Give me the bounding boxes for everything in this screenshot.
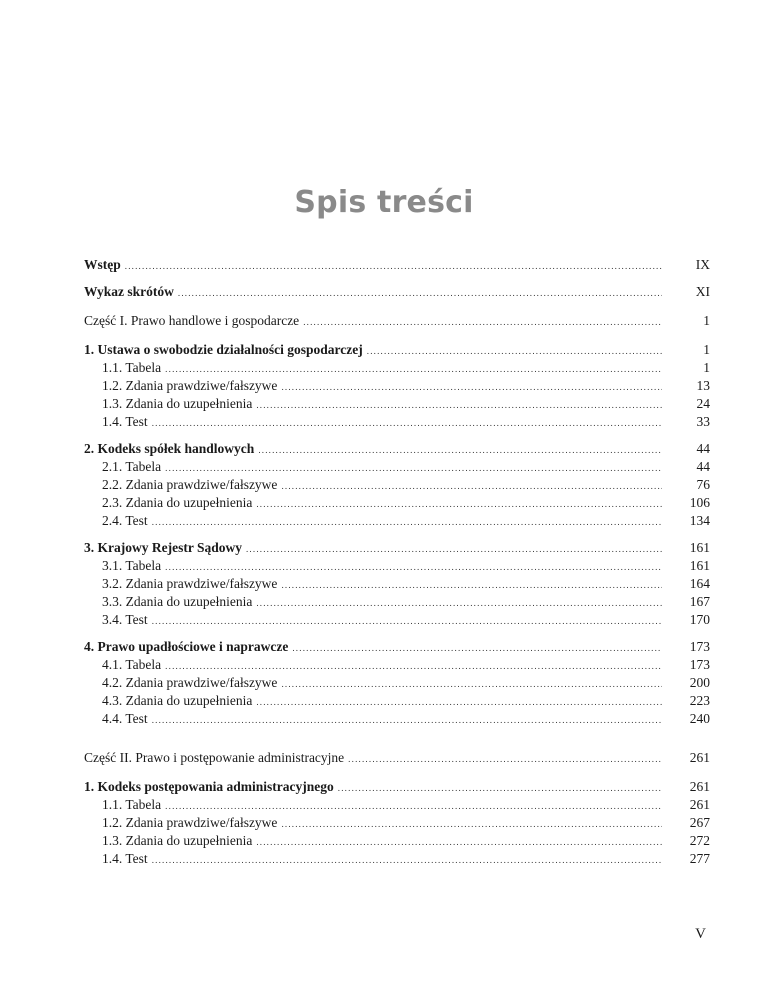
- toc-page: 161: [689, 540, 710, 555]
- toc-subentry[interactable]: [84, 494, 710, 512]
- toc-label: 1.4. Test: [102, 414, 148, 429]
- toc-label: 1.3. Zdania do uzupełnienia: [102, 833, 253, 848]
- toc-subentry[interactable]: [84, 814, 710, 832]
- toc-label: 3.1. Tabela: [102, 558, 162, 573]
- toc-label: 1. Ustawa o swobodzie działalności gospodarczej: [84, 342, 363, 357]
- toc-page: 1: [703, 342, 710, 357]
- toc-label: 2.2. Zdania prawdziwe/fałszywe: [102, 477, 278, 492]
- toc-page: IX: [695, 257, 710, 272]
- toc-subentry[interactable]: [84, 611, 710, 629]
- toc-label: 4.4. Test: [102, 711, 148, 726]
- table-of-contents: [84, 256, 710, 868]
- toc-label: Część II. Prawo i postępowanie administracyjne: [84, 750, 345, 765]
- toc-page: 267: [689, 815, 710, 830]
- toc-label: 1.1. Tabela: [102, 797, 162, 812]
- toc-subentry[interactable]: [84, 476, 710, 494]
- dot-leader: [281, 815, 662, 833]
- toc-label: 1. Kodeks postępowania administracyjnego: [84, 779, 334, 794]
- toc-label: 3.2. Zdania prawdziwe/fałszywe: [102, 576, 278, 591]
- toc-page: 167: [689, 594, 710, 609]
- toc-page: 240: [689, 711, 710, 726]
- toc-subentry[interactable]: [84, 512, 710, 530]
- toc-page: 173: [689, 657, 710, 672]
- toc-label: Wstęp: [84, 257, 121, 272]
- toc-label: 3.3. Zdania do uzupełnienia: [102, 594, 253, 609]
- dot-leader: [246, 540, 662, 558]
- toc-chapter[interactable]: [84, 539, 710, 557]
- dot-leader: [165, 657, 662, 675]
- toc-label: 4.2. Zdania prawdziwe/fałszywe: [102, 675, 278, 690]
- dot-leader: [338, 779, 662, 797]
- toc-page: 1: [703, 313, 710, 328]
- toc-subentry[interactable]: [84, 656, 710, 674]
- toc-chapter[interactable]: [84, 341, 710, 359]
- toc-subentry[interactable]: [84, 359, 710, 377]
- toc-page: XI: [695, 284, 710, 299]
- toc-subentry[interactable]: [84, 796, 710, 814]
- dot-leader: [152, 711, 662, 729]
- toc-entry-wykaz-skrotow[interactable]: [84, 283, 710, 301]
- page-number: V: [695, 926, 706, 942]
- toc-page: 13: [696, 378, 710, 393]
- toc-page: 33: [696, 414, 710, 429]
- dot-leader: [152, 414, 662, 432]
- toc-subentry[interactable]: [84, 575, 710, 593]
- toc-subentry[interactable]: [84, 692, 710, 710]
- toc-label: Część I. Prawo handlowe i gospodarcze: [84, 313, 300, 328]
- toc-page: 161: [689, 558, 710, 573]
- dot-leader: [152, 513, 662, 531]
- dot-leader: [303, 313, 662, 331]
- toc-page: 170: [689, 612, 710, 627]
- toc-label: 1.1. Tabela: [102, 360, 162, 375]
- toc-part-2[interactable]: [84, 749, 710, 767]
- toc-label: 1.2. Zdania prawdziwe/fałszywe: [102, 815, 278, 830]
- dot-leader: [256, 495, 662, 513]
- toc-label: 2. Kodeks spółek handlowych: [84, 441, 255, 456]
- toc-page: 277: [689, 851, 710, 866]
- dot-leader: [152, 851, 662, 869]
- dot-leader: [125, 257, 662, 275]
- toc-subentry[interactable]: [84, 593, 710, 611]
- dot-leader: [256, 594, 662, 612]
- dot-leader: [165, 360, 662, 378]
- toc-label: 4.3. Zdania do uzupełnienia: [102, 693, 253, 708]
- toc-page: 164: [689, 576, 710, 591]
- toc-subentry[interactable]: [84, 413, 710, 431]
- toc-page: 261: [689, 750, 710, 765]
- toc-page: 272: [689, 833, 710, 848]
- toc-subentry[interactable]: [84, 832, 710, 850]
- toc-subentry[interactable]: [84, 395, 710, 413]
- toc-page: 261: [689, 797, 710, 812]
- toc-subentry[interactable]: [84, 710, 710, 728]
- toc-label: 3. Krajowy Rejestr Sądowy: [84, 540, 242, 555]
- dot-leader: [292, 639, 662, 657]
- toc-chapter[interactable]: [84, 638, 710, 656]
- toc-subentry[interactable]: [84, 674, 710, 692]
- toc-page: 76: [696, 477, 710, 492]
- toc-page: 261: [689, 779, 710, 794]
- toc-chapter[interactable]: [84, 778, 710, 796]
- toc-subentry[interactable]: [84, 850, 710, 868]
- toc-label: 2.4. Test: [102, 513, 148, 528]
- toc-page: 223: [689, 693, 710, 708]
- toc-part-1[interactable]: [84, 312, 710, 330]
- toc-subentry[interactable]: [84, 377, 710, 395]
- toc-page: 106: [689, 495, 710, 510]
- dot-leader: [256, 396, 662, 414]
- toc-page: 173: [689, 639, 710, 654]
- dot-leader: [256, 833, 662, 851]
- dot-leader: [178, 284, 662, 302]
- toc-page: 134: [689, 513, 710, 528]
- toc-label: 2.3. Zdania do uzupełnienia: [102, 495, 253, 510]
- toc-page: 200: [689, 675, 710, 690]
- dot-leader: [367, 342, 662, 360]
- dot-leader: [165, 797, 662, 815]
- dot-leader: [348, 750, 662, 768]
- toc-page: 44: [696, 441, 710, 456]
- toc-label: 1.4. Test: [102, 851, 148, 866]
- toc-subentry[interactable]: [84, 557, 710, 575]
- toc-label: Wykaz skrótów: [84, 284, 174, 299]
- toc-label: 1.2. Zdania prawdziwe/fałszywe: [102, 378, 278, 393]
- dot-leader: [258, 441, 662, 459]
- toc-label: 3.4. Test: [102, 612, 148, 627]
- toc-entry-wstep[interactable]: [84, 256, 710, 274]
- toc-page: 44: [696, 459, 710, 474]
- dot-leader: [152, 612, 662, 630]
- dot-leader: [165, 558, 662, 576]
- toc-page: 24: [696, 396, 710, 411]
- dot-leader: [281, 378, 662, 396]
- dot-leader: [281, 675, 662, 693]
- toc-label: 4. Prawo upadłościowe i naprawcze: [84, 639, 289, 654]
- dot-leader: [256, 693, 662, 711]
- toc-label: 2.1. Tabela: [102, 459, 162, 474]
- toc-label: 1.3. Zdania do uzupełnienia: [102, 396, 253, 411]
- toc-chapter[interactable]: [84, 440, 710, 458]
- dot-leader: [281, 477, 662, 495]
- page-title: Spis treści: [294, 185, 474, 220]
- dot-leader: [281, 576, 662, 594]
- dot-leader: [165, 459, 662, 477]
- toc-label: 4.1. Tabela: [102, 657, 162, 672]
- toc-page: 1: [703, 360, 710, 375]
- toc-subentry[interactable]: [84, 458, 710, 476]
